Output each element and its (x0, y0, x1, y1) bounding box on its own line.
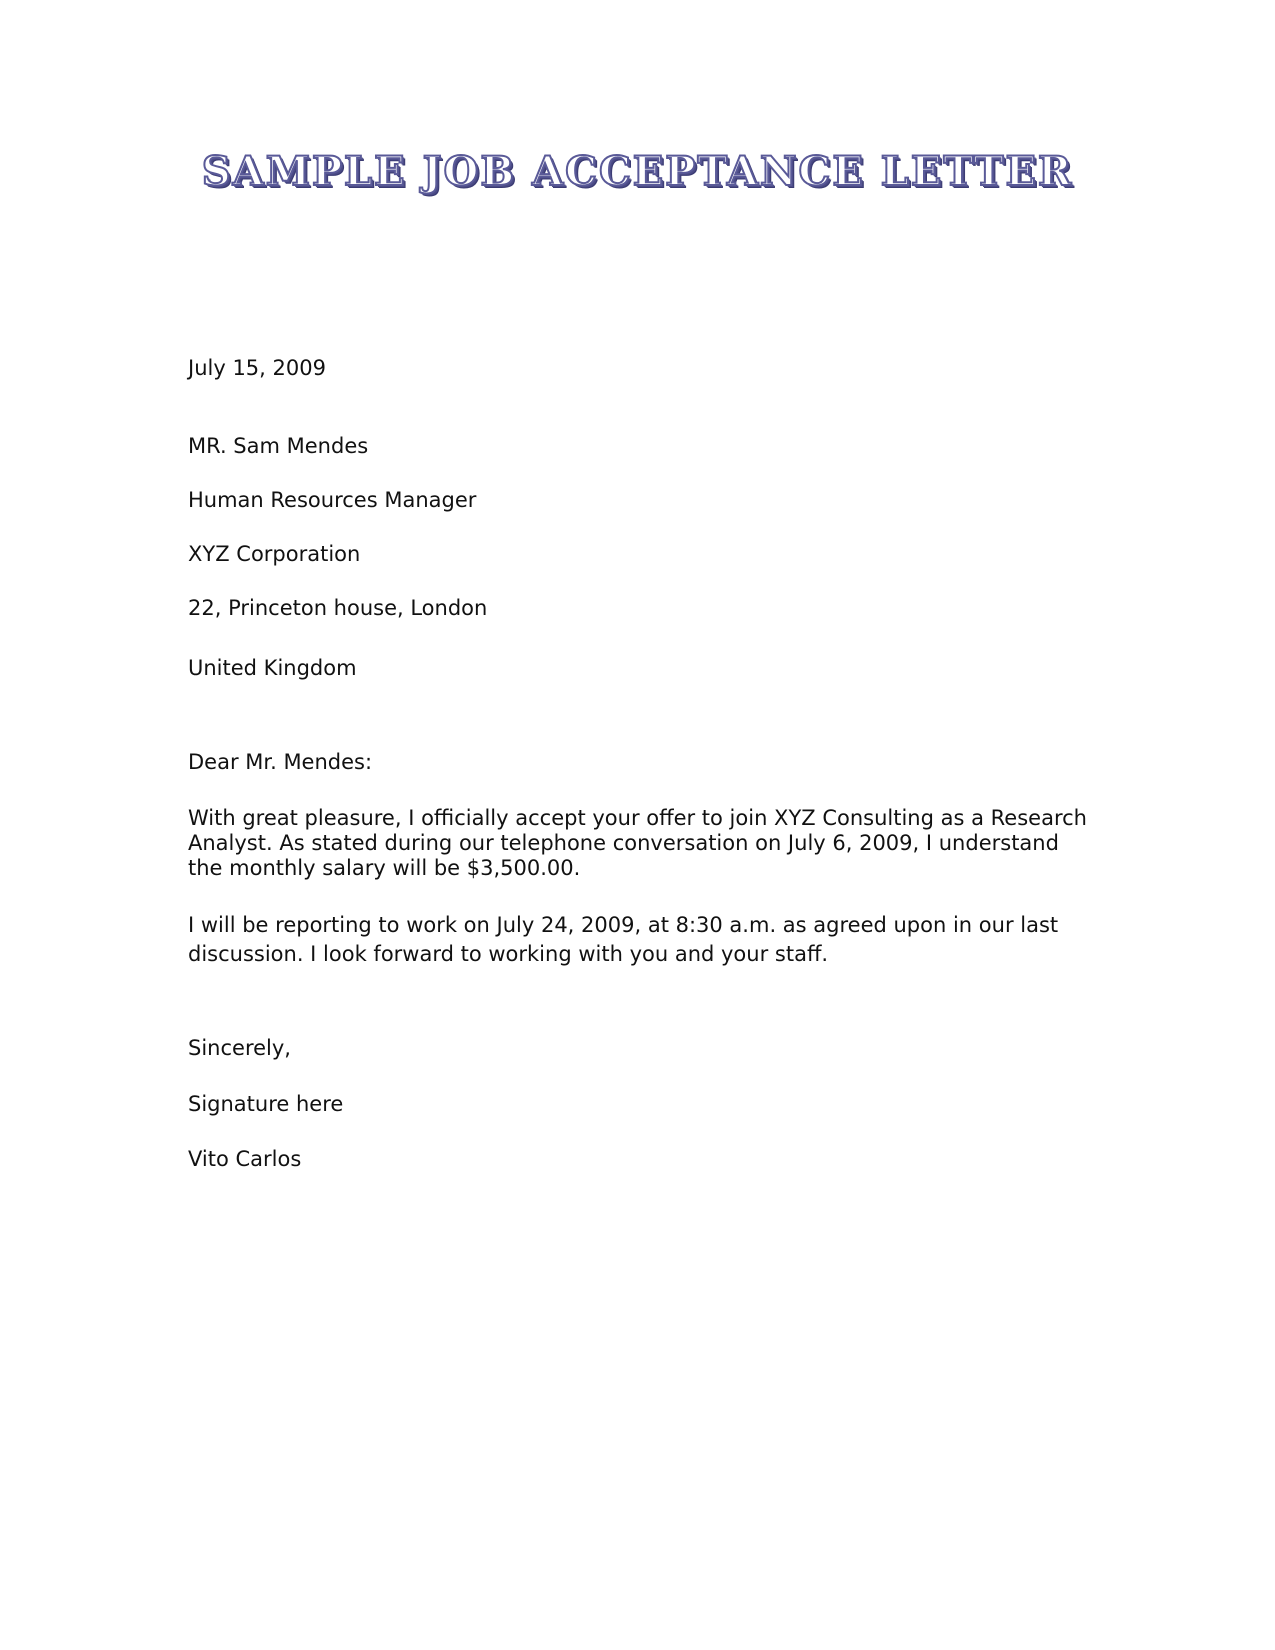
letter-date: July 15, 2009 (188, 356, 326, 380)
body-paragraph-1: With great pleasure, I officially accept your offer to join XYZ Consulting as a Research Analyst. As stated during our telephone conversation on July 6, 2009, I understand the monthly salary will be $3,500.00. (188, 806, 1087, 880)
recipient-position: Human Resources Manager (188, 488, 477, 512)
closing: Sincerely, (188, 1036, 291, 1060)
recipient-address: 22, Princeton house, London (188, 596, 488, 620)
recipient-company: XYZ Corporation (188, 542, 361, 566)
sender-name: Vito Carlos (188, 1147, 302, 1171)
signature-placeholder: Signature here (188, 1092, 344, 1116)
salutation: Dear Mr. Mendes: (188, 750, 373, 774)
body-paragraph-2: I will be reporting to work on July 24, 2009, at 8:30 a.m. as agreed upon in our last discussion. I look forward to working with you and your staff. (188, 913, 1059, 966)
letter-title: SAMPLE JOB ACCEPTANCE LETTER (201, 148, 1074, 195)
recipient-name: MR. Sam Mendes (188, 434, 369, 458)
recipient-country: United Kingdom (188, 656, 357, 680)
